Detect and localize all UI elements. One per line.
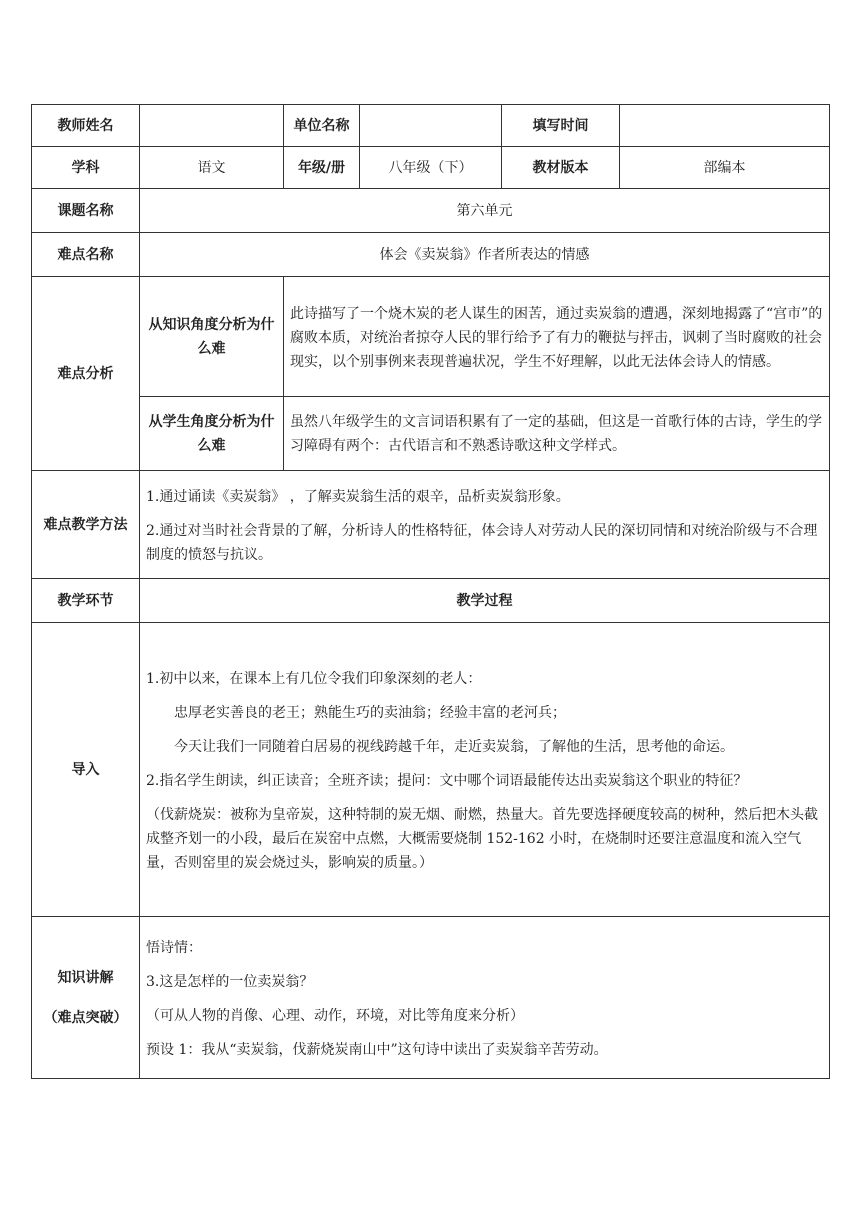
intro-content [140, 623, 830, 917]
process-header-label: 教学过程 [140, 579, 830, 623]
table-row [32, 277, 830, 397]
table-row [32, 233, 830, 277]
grade-label: 年级/册 [284, 147, 360, 189]
method-paragraph-2: 2.通过对当时社会背景的了解，分析诗人的性格特征，体会诗人对劳动人民的深切同情和对统治阶级与不合理制度的愤怒与抗议。 [146, 522, 818, 563]
knowledge-paragraph-4: 预设 1：我从“卖炭翁，伐薪烧炭南山中”这句诗中读出了卖炭翁辛苦劳动。 [146, 1041, 608, 1058]
teacher-name-value[interactable] [140, 105, 284, 147]
table-row [32, 579, 830, 623]
knowledge-paragraph-1: 悟诗情： [146, 939, 202, 956]
table-row [32, 917, 830, 1079]
student-angle-label: 从学生角度分析为什么难 [140, 397, 284, 471]
table-row [32, 147, 830, 189]
unit-name-label: 单位名称 [284, 105, 360, 147]
edition-value: 部编本 [620, 147, 830, 189]
table-row [32, 471, 830, 579]
student-angle-text: 虽然八年级学生的文言词语积累有了一定的基础，但这是一首歌行体的古诗，学生的学习障碍有两个：古代语言和不熟悉诗歌这种文学样式。 [284, 397, 830, 471]
knowledge-label: 知识讲解 [57, 969, 114, 986]
unit-name-value[interactable] [360, 105, 502, 147]
intro-label: 导入 [32, 623, 140, 917]
method-paragraph-1: 1.通过诵读《卖炭翁》 ，了解卖炭翁生活的艰辛，品析卖炭翁形象。 [146, 488, 570, 505]
knowledge-angle-text: 此诗描写了一个烧木炭的老人谋生的困苦，通过卖炭翁的遭遇，深刻地揭露了“宫市”的腐败本质，对统治者掠夺人民的罪行给予了有力的鞭挞与抨击，讽刺了当时腐败的社会现实，以个别事例来表现普遍状况，学生不好理解，以此无法体会诗人的情感。 [284, 277, 830, 397]
teacher-name-label: 教师姓名 [32, 105, 140, 147]
fill-time-value[interactable] [620, 105, 830, 147]
knowledge-content [140, 917, 830, 1079]
method-label: 难点教学方法 [32, 471, 140, 579]
edition-label: 教材版本 [502, 147, 620, 189]
lesson-plan-table [31, 104, 830, 1079]
method-content [140, 471, 830, 579]
knowledge-label-cell [32, 917, 140, 1079]
intro-paragraph-2: 忠厚老实善良的老王；熟能生巧的卖油翁；经验丰富的老河兵； [174, 704, 566, 721]
intro-paragraph-3: 今天让我们一同随着白居易的视线跨越千年，走近卖炭翁，了解他的生活，思考他的命运。 [174, 738, 734, 755]
intro-paragraph-1: 1.初中以来，在课本上有几位令我们印象深刻的老人： [146, 670, 482, 687]
table-row [32, 623, 830, 917]
table-row [32, 189, 830, 233]
topic-value: 第六单元 [140, 189, 830, 233]
intro-paragraph-4: 2.指名学生朗读，纠正读音；全班齐读；提问：文中哪个词语最能传达出卖炭翁这个职业的特征？ [146, 772, 748, 789]
knowledge-paragraph-3: （可从人物的肖像、心理、动作，环境，对比等角度来分析） [146, 1007, 524, 1024]
table-row [32, 105, 830, 147]
knowledge-paragraph-2: 3.这是怎样的一位卖炭翁？ [146, 973, 314, 990]
table-row [32, 397, 830, 471]
difficulty-value: 体会《卖炭翁》作者所表达的情感 [140, 233, 830, 277]
breakthrough-label: （难点突破） [43, 1009, 128, 1026]
difficulty-label: 难点名称 [32, 233, 140, 277]
stage-header-label: 教学环节 [32, 579, 140, 623]
analysis-label: 难点分析 [32, 277, 140, 471]
topic-label: 课题名称 [32, 189, 140, 233]
knowledge-angle-label: 从知识角度分析为什么难 [140, 277, 284, 397]
intro-paragraph-5: （伐薪烧炭：被称为皇帝炭，这种特制的炭无烟、耐燃，热量大。首先要选择硬度较高的树种，然后把木头截成整齐划一的小段，最后在炭窑中点燃，大概需要烧制 152-162 小时，在烧制时还要注意温度和流入空气量，否则窑里的炭会烧过头，影响炭的质量。） [146, 806, 818, 871]
fill-time-label: 填写时间 [502, 105, 620, 147]
subject-label: 学科 [32, 147, 140, 189]
grade-value: 八年级（下） [360, 147, 502, 189]
subject-value: 语文 [140, 147, 284, 189]
